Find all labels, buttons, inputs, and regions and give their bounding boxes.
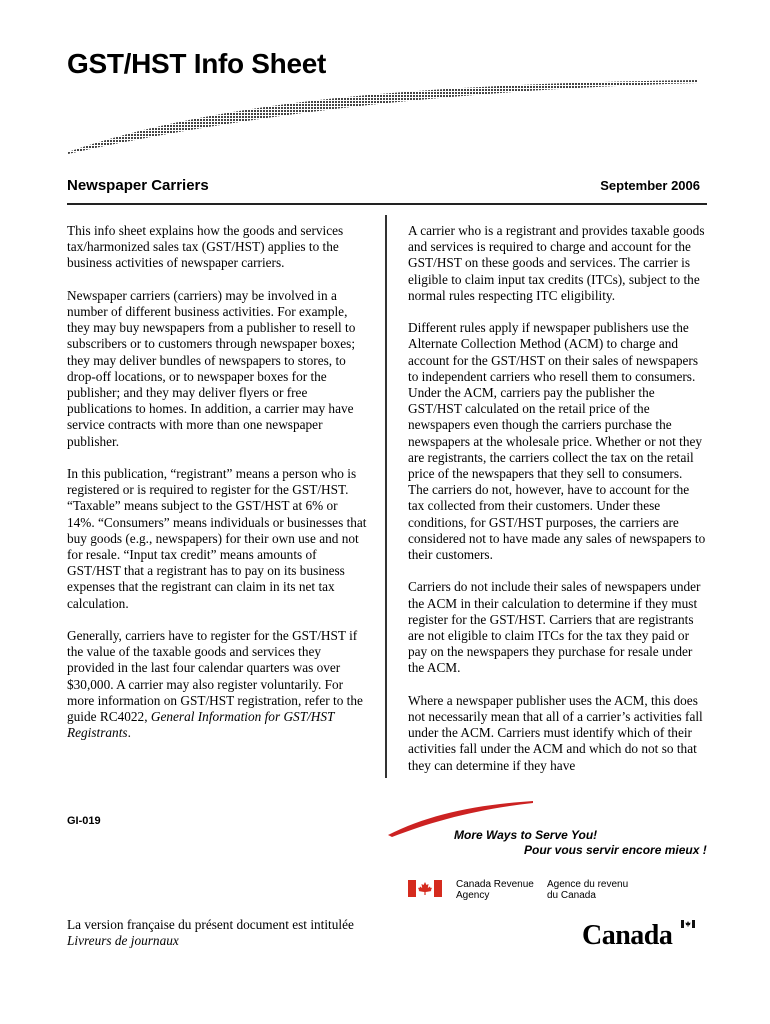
canada-flag-icon xyxy=(408,880,442,897)
right-column xyxy=(408,223,706,783)
agency-name-french xyxy=(547,879,647,901)
decorative-swoosh xyxy=(68,80,698,154)
column-divider xyxy=(385,215,387,778)
document-code: GI-019 xyxy=(67,815,101,827)
tagline-english: More Ways to Serve You! xyxy=(454,828,598,842)
french-note-text: La version française du présent document est intitulée xyxy=(67,917,354,932)
agency-en-line: Canada Revenue xyxy=(456,879,534,890)
paragraph: Different rules apply if newspaper publishers use the Alternate Collection Method (ACM) to charge and account for the GST/HST on their sales of newspapers to independent carriers who resell them to consumers. Under the ACM, carriers pay the publisher the GST/HST calculated on the retail price of the newspapers even though the carriers purchase the newspapers at the wholesale price. Whether or not they are registrants, the carriers collect the tax on the retail price of the newspapers that they sell to consumers. The carriers do not, however, have to account for the tax collected from their customers. Under these conditions, for GST/HST purposes, the carriers are considered not to have made any sales of newspapers to their customers. xyxy=(408,320,706,563)
paragraph: A carrier who is a registrant and provides taxable goods and services is required to charge and account for the GST/HST on these goods and services. The carrier is eligible to claim input tax credits (ITCs), subject to the normal rules respecting ITC eligibility. xyxy=(408,223,705,303)
french-title: Livreurs de journaux xyxy=(67,933,179,949)
paragraph: Newspaper carriers (carriers) may be involved in a number of different business activities. For example, they may buy newspapers from a publisher to resell to subscribers or to customers through newspaper boxes; they may deliver bundles of newspapers to stores, to drop-off locations, or to newspaper boxes for the publisher; and they may deliver flyers or free publications to homes. In addition, a carrier may have service contracts with more than one newspaper publisher. xyxy=(67,287,356,449)
french-version-note xyxy=(67,917,354,949)
agency-en-line: Agency xyxy=(456,890,490,901)
paragraph-text: Generally, carriers have to register for the GST/HST if the value of the taxable goods and services they provided in the last four calendar quarters was over $30,000. A carrier may also register voluntarily. For more information on GST/HST registration, refer to the guide RC4022, xyxy=(67,628,363,725)
document-subtitle: Newspaper Carriers xyxy=(67,177,209,194)
guide-title: General Information for GST/HST Registrants xyxy=(67,709,335,741)
tagline-french: Pour vous servir encore mieux ! xyxy=(524,843,707,857)
agency-fr-line: du Canada xyxy=(547,890,596,901)
agency-fr-line: Agence du revenu xyxy=(547,879,629,890)
wordmark-flag-icon xyxy=(681,920,695,928)
page-title: GST/HST Info Sheet xyxy=(67,48,327,79)
header-divider xyxy=(67,203,707,205)
left-column xyxy=(67,223,367,758)
agency-name-english xyxy=(456,879,546,901)
publication-date: September 2006 xyxy=(600,178,700,193)
paragraph: This info sheet explains how the goods and services tax/harmonized sales tax (GST/HST) applies to the business activities of newspaper carriers. xyxy=(67,223,344,271)
paragraph-text: . xyxy=(127,725,131,741)
paragraph: Where a newspaper publisher uses the ACM, this does not necessarily mean that all of a carrier’s activities fall under the ACM. Carriers must identify which of their activities fall under the ACM and which do not so that they can determine if they have xyxy=(408,692,703,773)
paragraph xyxy=(67,628,367,741)
canada-wordmark: Canada xyxy=(582,920,673,951)
paragraph: In this publication, “registrant” means a person who is registered or is required to register for the GST/HST. “Taxable” means subject to the GST/HST at 6% or 14%. “Consumers” means individuals or businesses that buy goods (e.g., newspapers) for their own use and not for resale. “Input tax credit” means amounts of GST/HST that a registrant has to pay on its business expenses that the registrant can claim in its net tax calculation. xyxy=(67,466,367,611)
paragraph: Carriers do not include their sales of newspapers under the ACM in their calculation to determine if they must register for the GST/HST. Carriers that are registrants are not eligible to claim ITCs for the tax they paid or pay on the newspapers they purchase for resale under the ACM. xyxy=(408,579,701,676)
